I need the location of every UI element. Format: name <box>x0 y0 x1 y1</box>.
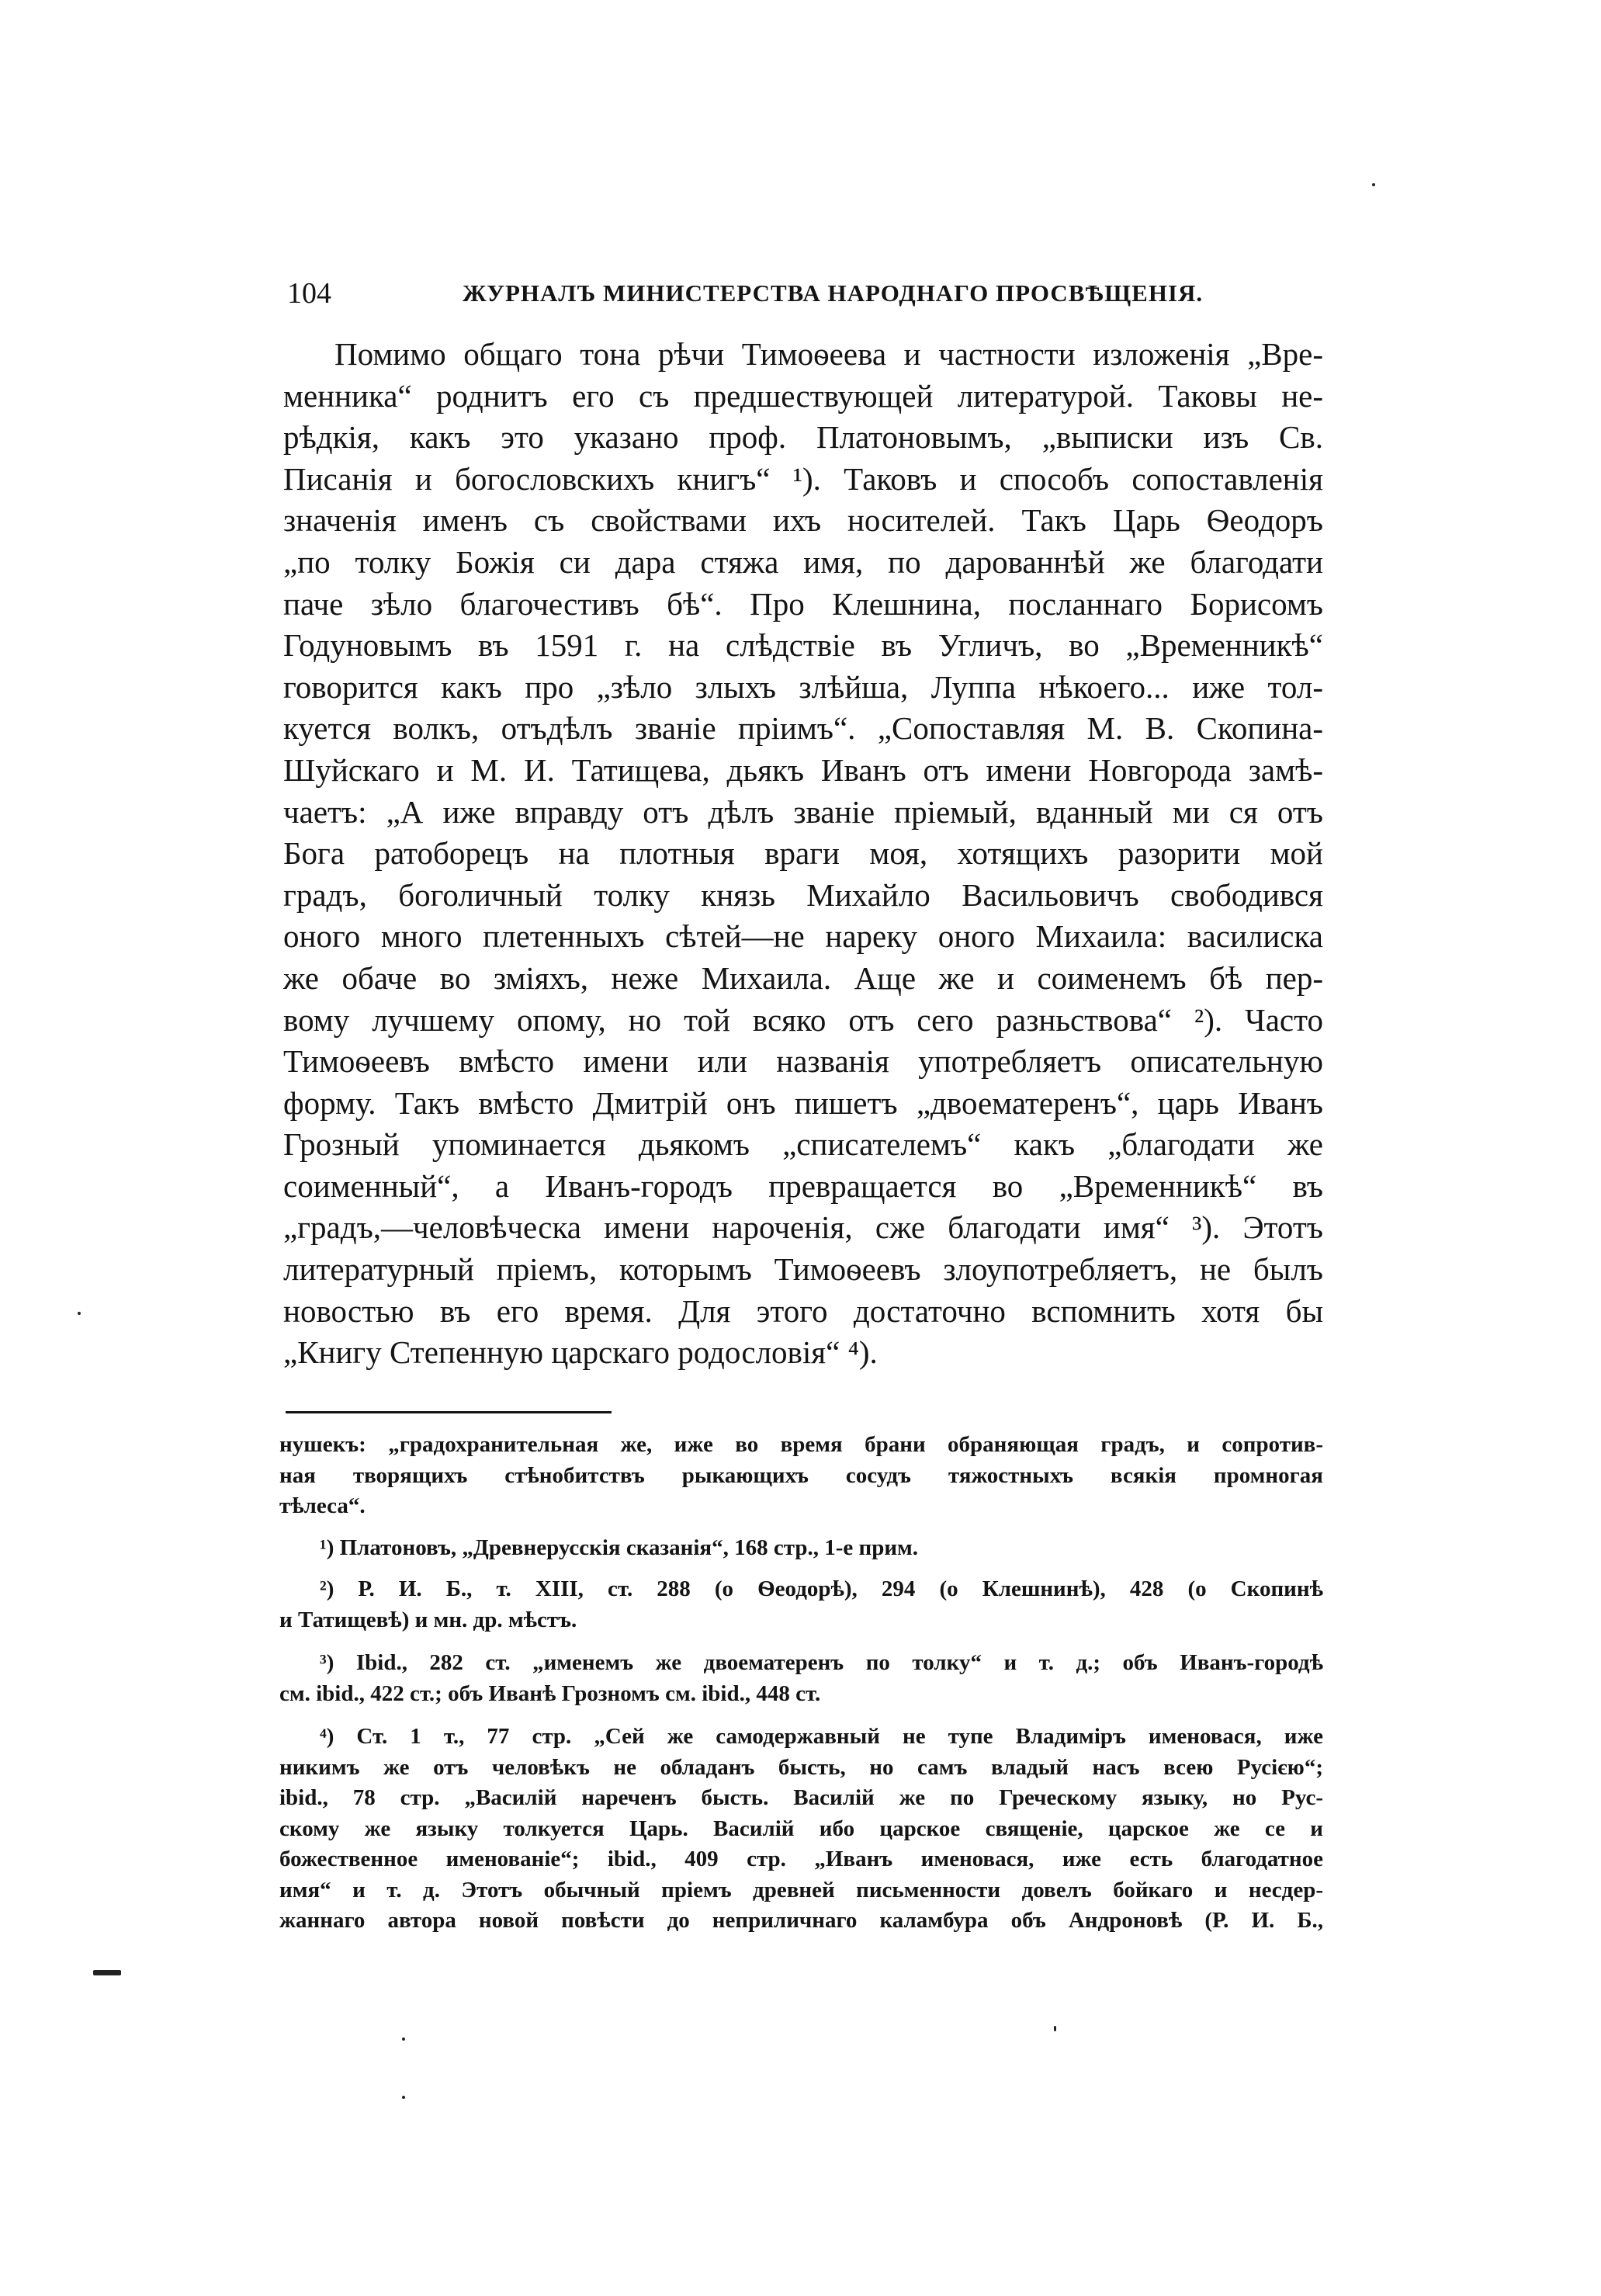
text-line: чаетъ: „А иже вправду отъ дѣлъ званіе пріемый, вданный ми ся отъ <box>283 793 1323 830</box>
text-line: Тимоѳеевъ вмѣсто имени или названія употребляетъ описательную <box>283 1043 1323 1080</box>
scan-speck <box>93 1970 121 1975</box>
text-line: значенія именъ съ свойствами ихъ носителей. Такъ Царь Ѳеодоръ <box>283 502 1323 539</box>
text-line: менника“ роднитъ его съ предшествующей литературой. Таковы не- <box>283 377 1323 414</box>
scan-speck <box>402 2096 405 2099</box>
text-line: рѣдкія, какъ это указано проф. Платоновымъ, „выписки изъ Св. <box>283 419 1323 456</box>
scan-speck <box>78 1312 81 1315</box>
text-line: же обаче во зміяхъ, нежe Михаила. Аще же и соименемъ бѣ пер- <box>283 959 1323 996</box>
text-line: новостью въ его время. Для этого достаточно вспомнить хотя бы <box>283 1292 1323 1329</box>
footnote-line: ³) Ibid., 282 ст. „именемъ же двоематеренъ по толку“ и т. д.; объ Иванъ-городѣ <box>320 1650 1323 1675</box>
footnote-line: имя“ и т. д. Этотъ обычный пріемъ древней письменности довелъ бойкаго и несдер- <box>279 1877 1323 1902</box>
text-line: говорится какъ про „зѣло злыхъ злѣйша, Луппа нѣкоего... иже тол- <box>283 668 1323 705</box>
footnotes <box>279 1430 1323 1937</box>
text-line: Грозный упоминается дьякомъ „списателемъ“ какъ „благодати же <box>283 1126 1323 1163</box>
footnote-line: божественное именованіе“; ibid., 409 стр. „Иванъ именовася, иже есть благодатное <box>279 1847 1323 1871</box>
text-line: „по толку Божія си дара стяжа имя, по дарованнѣй же благодати <box>283 543 1323 580</box>
footnote-line: ibid., 78 стр. „Василій нареченъ бысть. Василій же по Греческому языку, но Рус- <box>279 1785 1323 1810</box>
footnote-line: никимъ же отъ человѣкъ не обладанъ бысть, но самъ владый насъ всею Русією“; <box>279 1754 1323 1780</box>
text-line: Писанія и богословскихъ книгъ“ ¹). Таковъ и способъ сопоставленія <box>283 460 1323 497</box>
footnote-line: нушекъ: „градохранительная же, иже во время брани обраняющая градъ, и сопротив- <box>279 1432 1323 1457</box>
text-line: градъ, боголичный толку князь Михайло Васильовичъ свободився <box>283 876 1323 913</box>
footnote-line: ¹) Платоновъ, „Древнерусскія сказанія“, 168 стр., 1-е прим. <box>320 1535 919 1560</box>
scan-speck <box>402 2038 405 2041</box>
text-line: форму. Такъ вмѣсто Дмитрій онъ пишетъ „двоематеренъ“, царь Иванъ <box>283 1084 1323 1121</box>
text-line: Шуйскаго и М. И. Татищева, дьякъ Иванъ отъ имени Новгорода замѣ- <box>283 751 1323 788</box>
text-line: Годуновымъ въ 1591 г. на слѣдствіе въ Угличъ, во „Временникѣ“ <box>283 627 1323 664</box>
page-number: 104 <box>287 277 331 310</box>
text-line: паче зѣло благочестивъ бѣ“. Про Клешнина, посланнаго Борисомъ <box>283 585 1323 622</box>
scan-speck <box>1372 183 1375 186</box>
text-line: „Книгу Степенную царскаго родословія“ ⁴). <box>283 1334 878 1371</box>
footnote-line: ⁴) Ст. 1 т., 77 стр. „Сей же самодержавный не тупе Владиміръ именовася, иже <box>320 1724 1323 1749</box>
text-line: литературный пріемъ, которымъ Тимоѳеевъ злоупотребляетъ, не былъ <box>283 1251 1323 1288</box>
footnote-line: скому же языку толкуется Царь. Василій ибо царское священіе, царское же се и <box>279 1816 1323 1841</box>
footnote-2 <box>279 1574 1323 1635</box>
footnote-rule <box>286 1411 612 1413</box>
page-header <box>287 270 1319 317</box>
text-line: „градъ,—человѣческа имени нароченія, сже благодати имя“ ³). Этотъ <box>283 1209 1323 1246</box>
footnote-4 <box>279 1722 1323 1937</box>
footnote-3 <box>279 1648 1323 1709</box>
text-line: Помимо общаго тона рѣчи Тимоѳеева и частности изложенія „Вре- <box>334 336 1323 372</box>
text-line: соименный“, а Иванъ-городъ превращается во „Временникѣ“ въ <box>283 1167 1323 1204</box>
footnote-line: см. ibid., 422 ст.; объ Иванѣ Грозномъ см. ibid., 448 ст. <box>279 1680 821 1706</box>
footnote-line: жаннаго автора новой повѣсти до неприличнаго каламбура объ Андроновѣ (Р. И. Б., <box>279 1908 1323 1933</box>
footnote-continuation <box>279 1430 1323 1522</box>
scan-speck <box>1054 2026 1056 2031</box>
text-line: Бога ратоборецъ на плотныя враги моя, хотящихъ разорити мой <box>283 835 1323 872</box>
text-line: куется волкъ, отъдѣлъ званіе пріимъ“. „Сопоставляя М. В. Скопина- <box>283 710 1323 747</box>
footnote-line: и Татищевѣ) и мн. др. мѣстъ. <box>279 1607 577 1632</box>
text-line: оного много плетенныхъ сѣтей—не нареку оного Михаила: василиска <box>283 918 1323 955</box>
footnote-1 <box>279 1533 1323 1564</box>
running-title: ЖУРНАЛЪ МИНИСТЕРСТВА НАРОДНАГО ПРОСВѢЩЕНІЯ. <box>463 279 1204 307</box>
text-line: вому лучшему опому, но той всяко отъ сего разньствова“ ²). Часто <box>283 1001 1323 1038</box>
main-text <box>283 334 1323 1374</box>
footnote-line: ная творящихъ стѣнобитствъ рыкающихъ сосудъ тяжостныхъ всякія промногая <box>279 1462 1323 1488</box>
footnote-line: тѣлеса“. <box>279 1493 366 1518</box>
footnote-line: ²) Р. И. Б., т. XIII, ст. 288 (о Ѳеодорѣ), 294 (о Клешнинѣ), 428 (о Скопинѣ <box>320 1576 1323 1601</box>
